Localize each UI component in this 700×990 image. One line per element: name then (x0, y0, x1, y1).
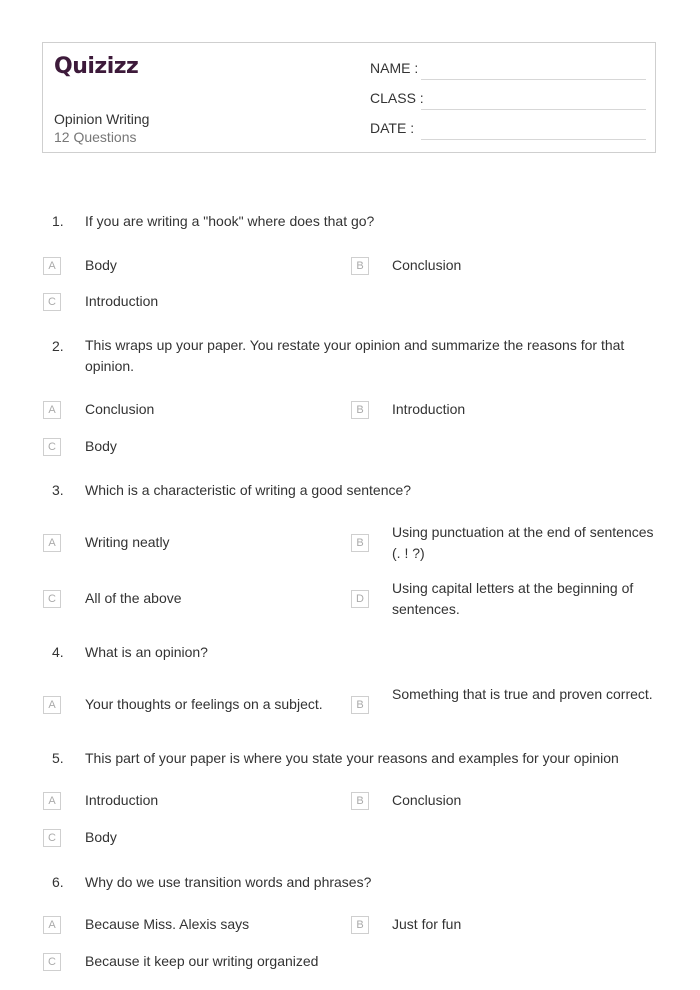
option-badge-a[interactable]: A (43, 792, 61, 810)
option-badge-b[interactable]: B (351, 696, 369, 714)
date-input[interactable] (421, 120, 646, 139)
option-text: Writing neatly (85, 534, 170, 550)
option-badge-d[interactable]: D (351, 590, 369, 608)
question-text: This wraps up your paper. You restate your opinion and summarize the reasons for that opinion. (85, 337, 625, 374)
class-line (421, 109, 646, 110)
question-text: Which is a characteristic of writing a good sentence? (85, 482, 412, 498)
date-line (421, 139, 646, 140)
option-text: All of the above (85, 590, 182, 606)
option-text: Using punctuation at the end of sentences (. ! ?) (392, 524, 654, 561)
option-text: Conclusion (85, 401, 155, 417)
option-badge-a[interactable]: A (43, 916, 61, 934)
name-label: NAME : (370, 60, 419, 76)
class-field (370, 90, 646, 110)
question-number: 3. (52, 482, 64, 498)
option-badge-b[interactable]: B (351, 792, 369, 810)
option-text: Your thoughts or feelings on a subject. (85, 696, 323, 712)
date-field (370, 120, 646, 140)
option-badge-c[interactable]: C (43, 829, 61, 847)
question-text: This part of your paper is where you state your reasons and examples for your opinion (85, 750, 619, 766)
option-text: Because Miss. Alexis says (85, 916, 250, 932)
name-field (370, 60, 646, 80)
option-text: Body (85, 829, 117, 845)
date-label: DATE : (370, 120, 415, 136)
name-line (421, 79, 646, 80)
question-number: 1. (52, 213, 64, 229)
option-text: Body (85, 438, 117, 454)
question-number: 5. (52, 750, 64, 766)
option-text: Body (85, 257, 117, 273)
name-input[interactable] (421, 60, 646, 79)
option-badge-b[interactable]: B (351, 401, 369, 419)
option-text: Just for fun (392, 916, 462, 932)
option-text: Something that is true and proven correct. (392, 686, 653, 702)
option-text: Introduction (392, 401, 466, 417)
option-badge-a[interactable]: A (43, 401, 61, 419)
question-number: 6. (52, 874, 64, 890)
option-badge-c[interactable]: C (43, 590, 61, 608)
question-text: Why do we use transition words and phrases? (85, 874, 372, 890)
option-text: Because it keep our writing organized (85, 953, 319, 969)
worksheet-header (42, 42, 656, 153)
question-number: 2. (52, 338, 64, 354)
option-badge-c[interactable]: C (43, 293, 61, 311)
worksheet-title: Opinion Writing (54, 111, 150, 127)
option-badge-b[interactable]: B (351, 916, 369, 934)
option-text: Using capital letters at the beginning of sentences. (392, 580, 634, 617)
option-text: Conclusion (392, 257, 462, 273)
option-badge-c[interactable]: C (43, 953, 61, 971)
class-label: CLASS : (370, 90, 424, 106)
option-badge-a[interactable]: A (43, 257, 61, 275)
class-input[interactable] (421, 90, 646, 109)
option-text: Introduction (85, 293, 159, 309)
quizizz-logo: Quizizz (54, 54, 139, 79)
option-text: Conclusion (392, 792, 462, 808)
option-badge-b[interactable]: B (351, 534, 369, 552)
option-badge-b[interactable]: B (351, 257, 369, 275)
option-badge-a[interactable]: A (43, 534, 61, 552)
question-count: 12 Questions (54, 129, 137, 145)
option-badge-c[interactable]: C (43, 438, 61, 456)
question-text: If you are writing a "hook" where does that go? (85, 213, 375, 229)
question-number: 4. (52, 644, 64, 660)
option-badge-a[interactable]: A (43, 696, 61, 714)
option-text: Introduction (85, 792, 159, 808)
question-text: What is an opinion? (85, 644, 208, 660)
